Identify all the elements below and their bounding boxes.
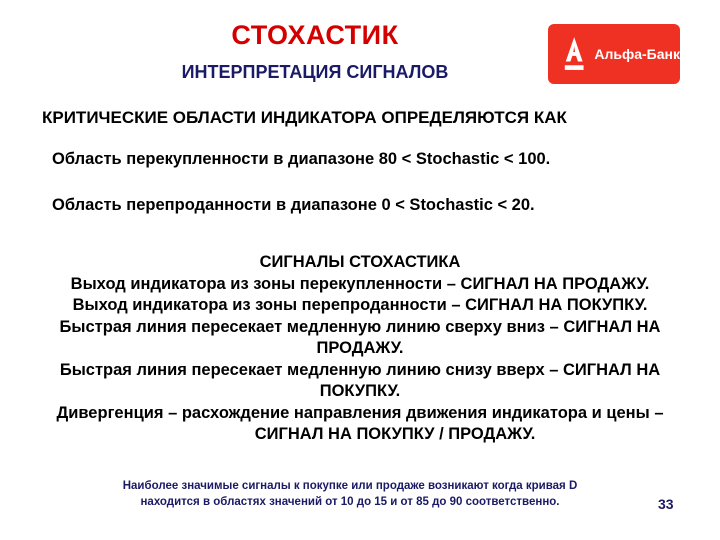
signals-block bbox=[0, 252, 720, 446]
signal-line: Быстрая линия пересекает медленную линию снизу вверх – СИГНАЛ НА bbox=[59, 360, 661, 379]
slide-subtitle: ИНТЕРПРЕТАЦИЯ СИГНАЛОВ bbox=[181, 62, 449, 82]
footer-line: находится в областях значений от 10 до 15 и от 85 до 90 соответственно. bbox=[140, 496, 560, 508]
signal-line: Выход индикатора из зоны перекупленности – СИГНАЛ НА ПРОДАЖУ. bbox=[70, 274, 650, 293]
signal-line: ПОКУПКУ. bbox=[319, 382, 401, 400]
signal-line: Дивергенция – расхождение направления движения индикатора и цены – bbox=[56, 403, 664, 422]
signal-line: СИГНАЛ НА ПОКУПКУ / ПРОДАЖУ. bbox=[254, 425, 536, 443]
footer-line: Наиболее значимые сигналы к покупке или продаже возникают когда кривая D bbox=[122, 480, 578, 492]
signal-line: Выход индикатора из зоны перепроданности – СИГНАЛ НА ПОКУПКУ. bbox=[72, 296, 648, 314]
signal-line: ПРОДАЖУ. bbox=[316, 339, 404, 357]
overbought-zone-text: Область перекупленности в диапазоне 80 < Stochastic < 100. bbox=[52, 150, 551, 168]
signals-heading: СИГНАЛЫ СТОХАСТИКА bbox=[259, 253, 461, 271]
oversold-zone-text: Область перепроданности в диапазоне 0 < Stochastic < 20. bbox=[52, 196, 535, 214]
alfa-bank-logo-icon bbox=[562, 34, 586, 74]
page-number: 33 bbox=[658, 496, 674, 512]
slide-title: СТОХАСТИК bbox=[231, 20, 399, 50]
signal-line: Быстрая линия пересекает медленную линию сверху вниз – СИГНАЛ НА bbox=[59, 317, 661, 336]
footer-note bbox=[0, 478, 700, 510]
alfa-bank-logo bbox=[548, 24, 680, 84]
critical-areas-heading: КРИТИЧЕСКИЕ ОБЛАСТИ ИНДИКАТОРА ОПРЕДЕЛЯЮТСЯ КАК bbox=[42, 108, 567, 127]
logo-text: Альфа-Банк bbox=[594, 46, 680, 62]
